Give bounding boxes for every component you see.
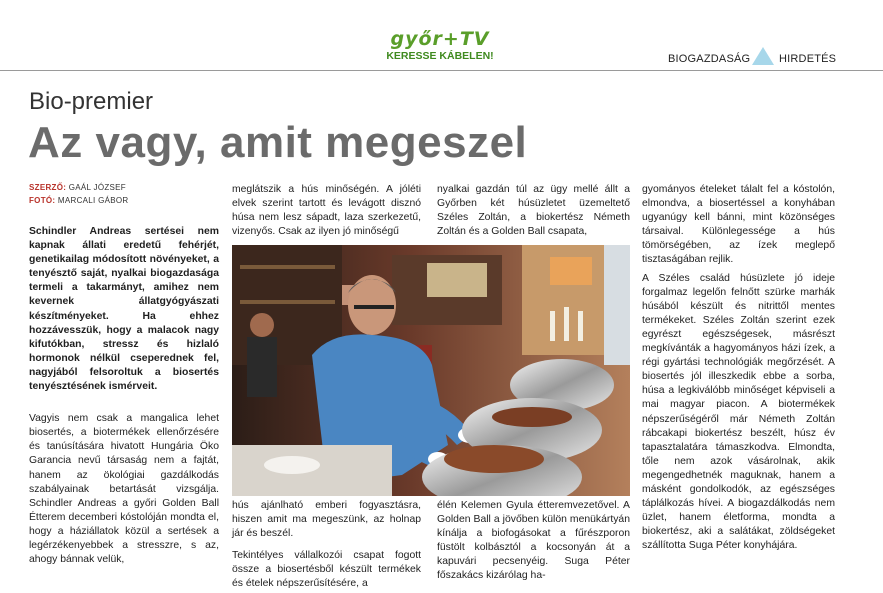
ad-label: HIRDETÉS: [779, 53, 837, 65]
gyor-tv-logo: [370, 28, 510, 70]
body-paragraph: gyományos ételeket tálalt fel a kóstolón, elmondva, a biosertéssel a konyhában ugyanúgy kell bánni, mint közönséges társaival. Különlegessége a hús tömörségében, az ízek meglepő tisztaságában rejlik.: [642, 184, 835, 266]
body-paragraph: hús ajánlható emberi fogyasztásra, hiszen amit ma megeszünk, az holnap jár és beszél.: [232, 500, 421, 540]
body-paragraph: Vagyis nem csak a mangalica lehet biosertés, a biotermékek ellenőrzésére és tanúsítására hivatott Hungária Öko Garancia nevű társaság nem a fajtát, hanem az ökológiai gazdálkodás szabályainak betartását vizsgálja. Schindler Andreas a győri Golden Ball Étterem decemberi kóstolóján mondta el, hogy a háziállatok közül a sertések a legérzékenyebbek a stresszre, s az, ahogy bánnak velük,: [29, 413, 219, 566]
article-kicker: Bio-premier: [29, 88, 154, 115]
article-photo: [232, 245, 630, 496]
author-name: GAÁL JÓZSEF: [68, 183, 126, 192]
column-4: [642, 183, 835, 553]
triangle-icon: [752, 47, 774, 65]
logo-tagline: KERESSE KÁBELEN!: [386, 50, 494, 62]
header-divider: [0, 70, 883, 71]
column-2-top: [232, 183, 421, 239]
photographer-line: [29, 196, 129, 205]
body-paragraph: élén Kelemen Gyula étteremvezetővel. A Golden Ball a jövőben külön menükártyán kínálja a biofogásokat a fűrészporon füstölt kolbásztól a kocsonyán át a kapuvári pecsenyéig. Suga Péter főszakács kizárólag ha-: [437, 500, 630, 582]
column-2-bottom: [232, 499, 421, 592]
column-3-bottom: [437, 499, 630, 584]
article-headline: Az vagy, amit megeszel: [28, 118, 528, 167]
author-label: SZERZŐ:: [29, 183, 67, 192]
photo-label: FOTÓ:: [29, 196, 56, 205]
section-label: BIOGAZDASÁG: [668, 53, 751, 65]
logo-wordmark: győr+TV: [390, 28, 490, 50]
column-1: [29, 225, 219, 567]
column-3-top: [437, 183, 630, 239]
body-paragraph: Tekintélyes vállalkozói csapat fogott össze a biosertésből készült termékek és ételek népszerűsítésére, a: [232, 550, 421, 590]
author-line: [29, 183, 126, 192]
body-paragraph: meglátszik a hús minőségén. A jóléti elvek szerint tartott és levágott disznó húsa nem lesz sápadt, laza szerkezetű, vizenyős. Csak az ilyen jó minőségű: [232, 184, 421, 238]
chef-photo-illustration: [232, 245, 630, 496]
body-paragraph: nyalkai gazdán túl az ügy mellé állt a Győrben két húsüzletet üzemeltető Széles Zoltán, a biokertész Németh Zoltán és a Golden Ball csapata,: [437, 184, 630, 238]
body-paragraph: A Széles család húsüzlete jó ideje forgalmaz legelőn felnőtt szürke marhák húsából készült és nitrittől mentes termékeket. Széles Zoltán szerint ezek egyrészt egészségesek, másrészt megkívánták a hagyományos házi ízek, a régi gyártási technológiák megőrzését. A biosertés jól illeszkedik ebbe a sorba, húsa a legkiválóbb minőséget képviseli a mai magyar piacon. A biotermékek népszerűségéről már Németh Zoltán rábcakapi biokertész beszélt, húsz év tapasztalatára támaszkodva. Elmondta, tőle nem azok vásárolnak, akik megengedhetnék maguknak, hanem a másként gondolkodók, az egészséges táplálkozás hívei. A biogazdálkodás nem üzlet, hanem életforma, mondta a biokertész, aki a salátákat, zöldségeket szállította Suga Péter konyhájára.: [642, 272, 835, 552]
photographer-name: MARCALI GÁBOR: [57, 196, 129, 205]
lead-paragraph: Schindler Andreas sertései nem kapnak állati eredetű fehérjét, genetikailag módosított növényeket, a tenyésztő saját, nyalkai biogazdasága termeli a takarmányt, amihez nem kevernek állatgyógyászati készítményeket. Ha ehhez hozzávesszük, hogy a malacok nagy kifutókban, stressz és hizlaló hormonok nélkül cseperednek fel, nagyjából felsoroltuk a biosertés tenyésztésének ismérveit.: [29, 226, 219, 393]
